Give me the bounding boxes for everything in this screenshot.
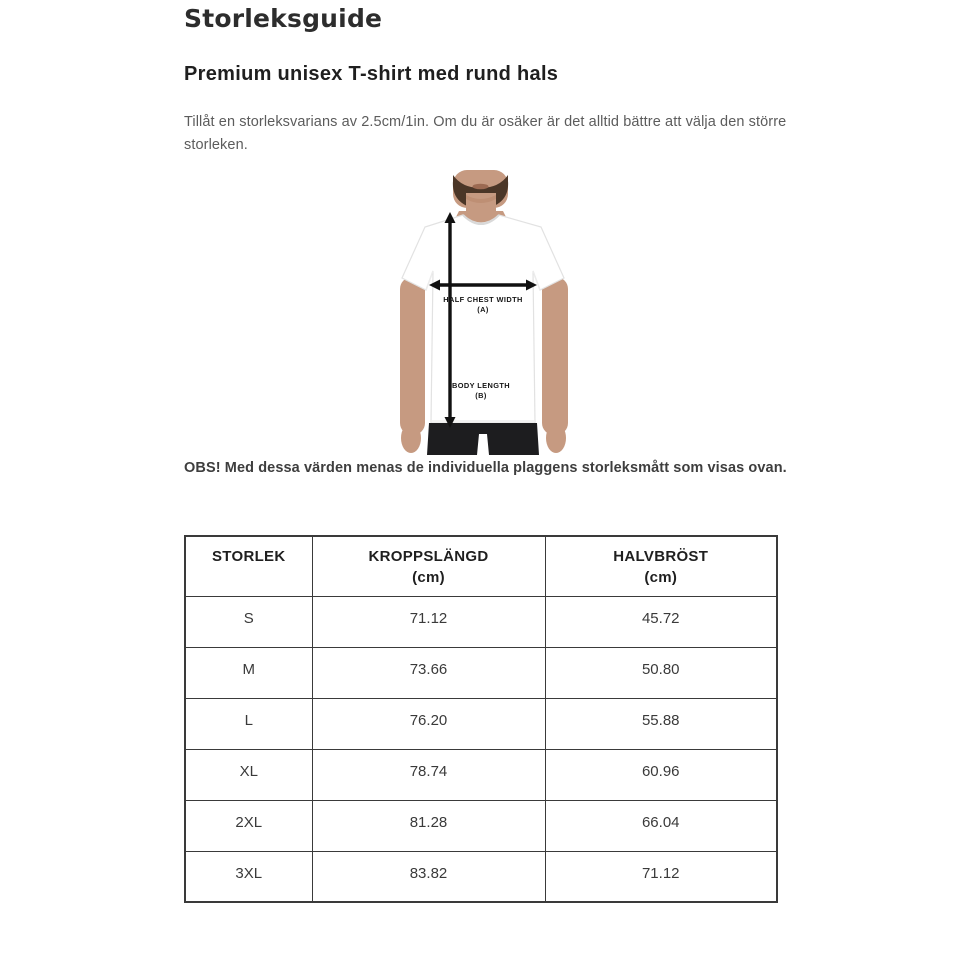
- size-cell: XL: [185, 749, 312, 800]
- length-cell: 76.20: [312, 698, 545, 749]
- table-row-2xl: [185, 800, 777, 851]
- chest-cell: 55.88: [545, 698, 777, 749]
- size-table: [184, 535, 778, 903]
- chest-cell: 50.80: [545, 647, 777, 698]
- tshirt-model-photo: [393, 165, 613, 455]
- half-chest-code: (A): [477, 305, 489, 314]
- table-row-3xl: [185, 851, 777, 902]
- chest-cell: 71.12: [545, 851, 777, 902]
- body-length-label: BODY LENGTH: [451, 381, 511, 390]
- length-cell: 83.82: [312, 851, 545, 902]
- length-cell: 73.66: [312, 647, 545, 698]
- half-chest-label: HALF CHEST WIDTH: [443, 295, 523, 304]
- size-cell: 2XL: [185, 800, 312, 851]
- header-kroppslangd: KROPPSLÄNGD (cm): [312, 536, 545, 596]
- size-variance-description: Tillåt en storleksvarians av 2.5cm/1in. Om du är osäker är det alltid bättre att välja den större storleken.: [184, 114, 787, 153]
- size-cell: M: [185, 647, 312, 698]
- length-cell: 71.12: [312, 596, 545, 647]
- header-storlek: STORLEK: [185, 536, 312, 596]
- size-cell: 3XL: [185, 851, 312, 902]
- table-row-xl: [185, 749, 777, 800]
- table-row-m: [185, 647, 777, 698]
- length-cell: 78.74: [312, 749, 545, 800]
- table-row-s: [185, 596, 777, 647]
- body-length-code: (B): [475, 391, 487, 400]
- chest-cell: 66.04: [545, 800, 777, 851]
- size-cell: L: [185, 698, 312, 749]
- length-cell: 81.28: [312, 800, 545, 851]
- measurement-figure: [393, 165, 613, 455]
- size-cell: S: [185, 596, 312, 647]
- product-name-heading: Premium unisex T-shirt med rund hals: [184, 63, 559, 85]
- size-table-header-row: [185, 536, 777, 596]
- chest-cell: 60.96: [545, 749, 777, 800]
- measurement-note: OBS! Med dessa värden menas de individuella plaggens storleksmått som visas ovan.: [184, 460, 787, 476]
- page-title: Storleksguide: [184, 4, 383, 33]
- chest-cell: 45.72: [545, 596, 777, 647]
- header-halvbrost: HALVBRÖST (cm): [545, 536, 777, 596]
- table-row-l: [185, 698, 777, 749]
